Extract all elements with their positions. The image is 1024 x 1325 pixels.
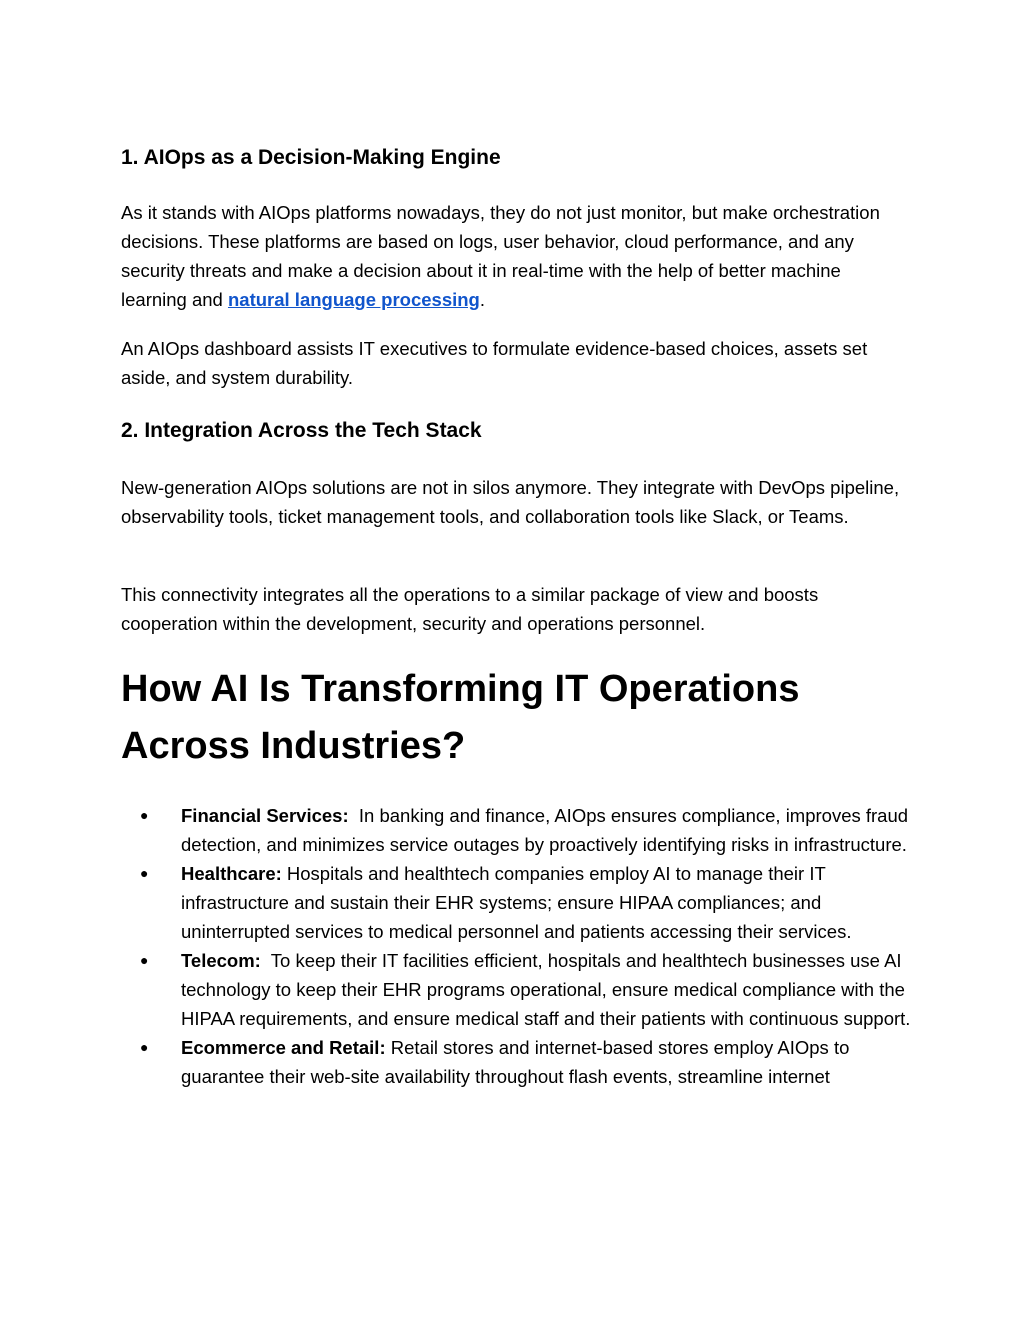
list-item-term: Ecommerce and Retail: [181, 1037, 386, 1058]
list-item-term: Financial Services: [181, 805, 349, 826]
list-item-text: In banking and finance, AIOps ensures compliance, improves fraud detection, and minimizes service outages by proactively identifying risks in infrastructure. [181, 805, 914, 855]
list-item-ecommerce [121, 1033, 911, 1091]
bullet-icon: ● [140, 1039, 149, 1055]
paragraph-dashboard: An AIOps dashboard assists IT executives to formulate evidence-based choices, assets set aside, and system durability. [121, 338, 868, 388]
section-heading-decision-engine: 1. AIOps as a Decision-Making Engine [121, 146, 501, 169]
bullet-icon: ● [140, 807, 149, 823]
section-heading-integration: 2. Integration Across the Tech Stack [121, 419, 482, 442]
paragraph-text: As it stands with AIOps platforms nowadays, they do not just monitor, but make orchestration decisions. These platforms are based on logs, user behavior, cloud performance, and any security threats and make a decision about it in real-time with the help of better machine learning and [121, 202, 880, 310]
list-item-healthcare [121, 859, 911, 946]
main-heading: How AI Is Transforming IT Operations Across Industries? [121, 668, 800, 767]
paragraph-decision-engine [121, 198, 911, 314]
list-item-text: Hospitals and healthtech companies employ AI to manage their IT infrastructure and sustain their EHR systems; ensure HIPAA compliances; and uninterrupted services to medical personnel and patients accessing their services. [181, 863, 852, 942]
list-item-term: Telecom: [181, 950, 261, 971]
paragraph-integration: New-generation AIOps solutions are not in silos anymore. They integrate with DevOps pipeline, observability tools, ticket management tools, and collaboration tools like Slack, or Teams. [121, 477, 900, 527]
nlp-link[interactable]: natural language processing [227, 289, 480, 310]
paragraph-end: . [479, 289, 485, 310]
list-item-financial [121, 801, 914, 859]
bullet-icon: ● [140, 865, 149, 881]
list-item-text: Retail stores and internet-based stores employ AIOps to guarantee their web-site availability throughout flash events, streamline internet [181, 1037, 855, 1087]
list-item-text: To keep their IT facilities efficient, hospitals and healthtech businesses use AI technology to keep their EHR programs operational, ensure medical compliance with the HIPAA requirements, and ensure medical staff and their patients with continuous support. [181, 950, 911, 1029]
paragraph-connectivity: This connectivity integrates all the operations to a similar package of view and boosts cooperation within the development, security and operations personnel. [121, 584, 819, 634]
list-item-telecom [121, 946, 911, 1033]
bullet-icon: ● [140, 952, 149, 968]
list-item-term: Healthcare: [181, 863, 282, 884]
industries-list [121, 801, 914, 1091]
